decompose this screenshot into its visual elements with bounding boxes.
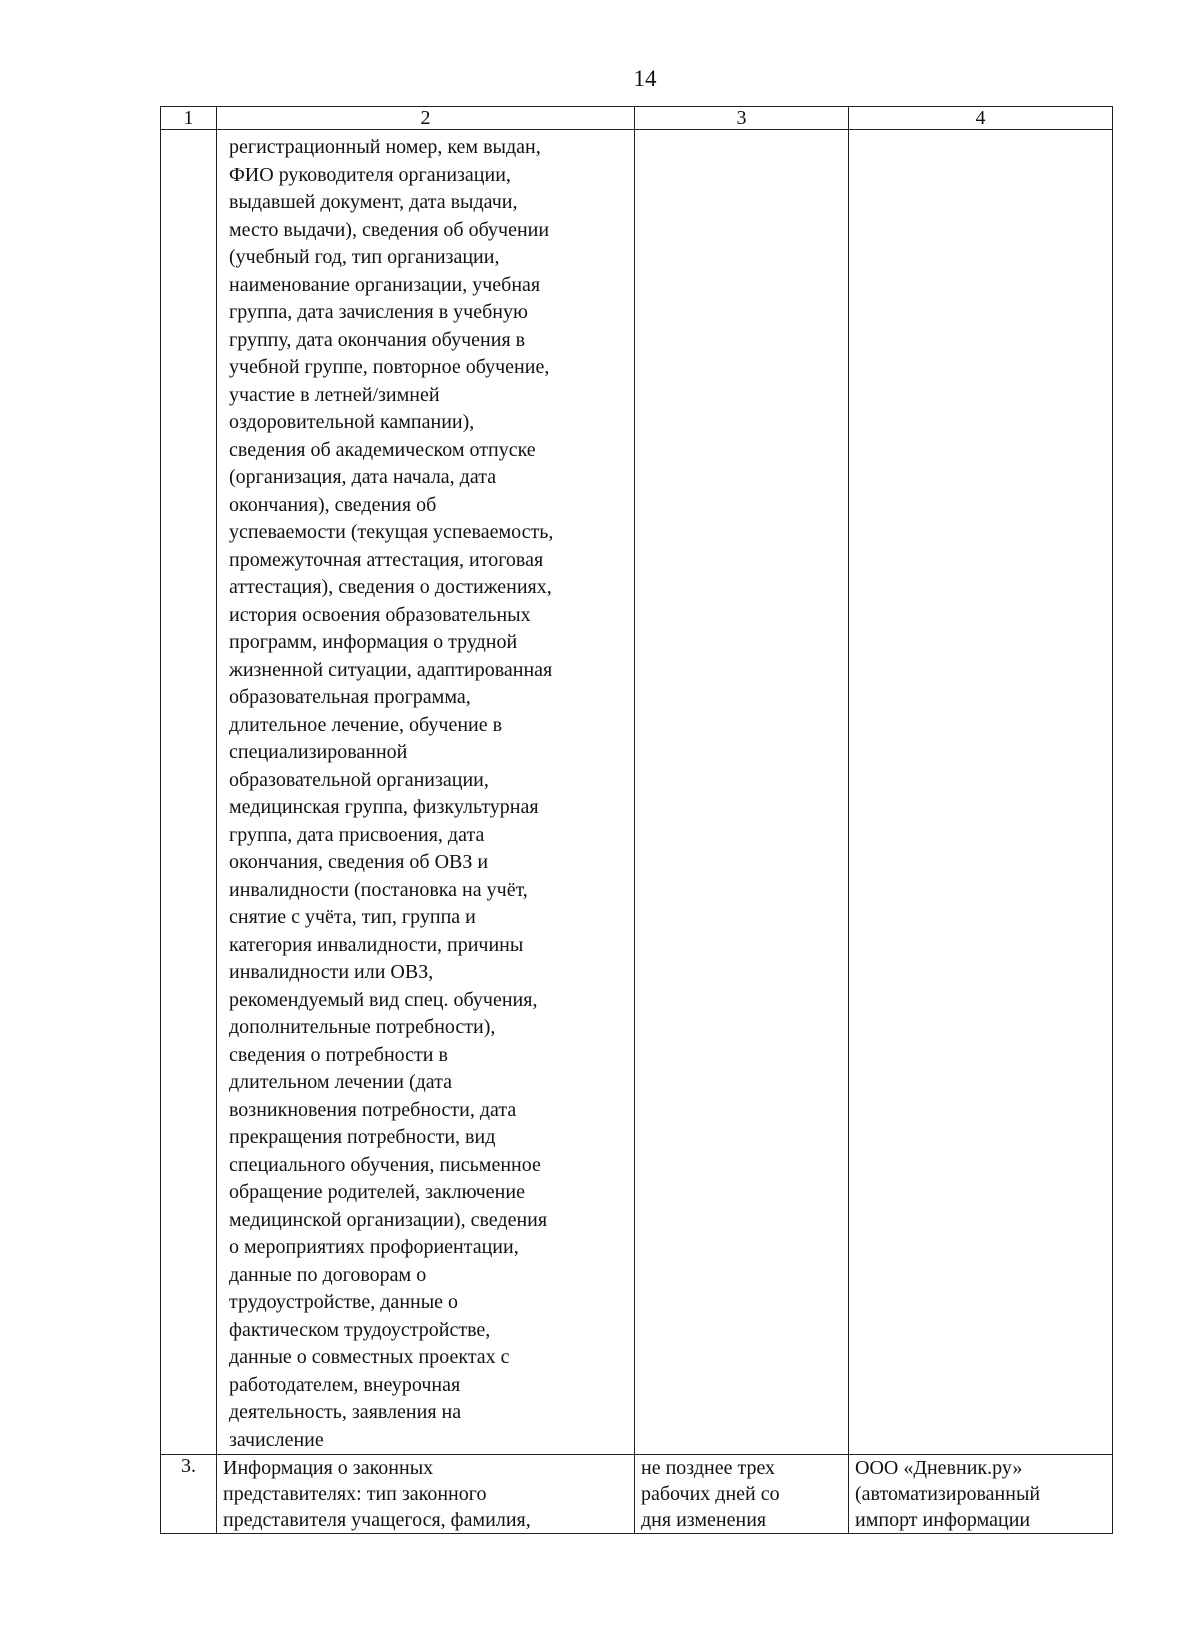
header-cell-3: 3 — [635, 107, 849, 130]
text-line: представителя учащегося, фамилия, — [223, 1509, 531, 1531]
table-row-continuation — [161, 130, 1113, 1455]
text-line: история освоения образовательных — [229, 603, 531, 626]
text-line: место выдачи), сведения об обучении — [229, 218, 550, 241]
text-line: группа, дата зачисления в учебную — [229, 301, 528, 323]
table-row-3 — [161, 1455, 1113, 1534]
text-line: группа, дата присвоения, дата — [229, 823, 485, 846]
text-line: медицинской организации), сведения — [229, 1208, 548, 1231]
text-line: работодателем, внеурочная — [229, 1373, 461, 1396]
text-line: снятие с учёта, тип, группа и — [229, 906, 476, 928]
text-line: (автоматизированный — [855, 1483, 1041, 1505]
text-line: представителях: тип законного — [223, 1483, 487, 1505]
text-line: трудоустройстве, данные о — [229, 1291, 459, 1313]
text-line: инвалидности или ОВЗ, — [229, 961, 434, 983]
description-cell — [217, 1455, 635, 1534]
page-number: 14 — [633, 66, 657, 91]
text-line: окончания), сведения об — [229, 493, 437, 516]
text-line: сведения о потребности в — [229, 1043, 448, 1066]
deadline-cell — [635, 1455, 849, 1534]
text-line: длительное лечение, обучение в — [229, 713, 503, 736]
text-line: фактическом трудоустройстве, — [229, 1318, 491, 1341]
text-line: специального обучения, письменное — [229, 1153, 541, 1176]
text-line: возникновения потребности, дата — [229, 1098, 517, 1121]
text-line: данные по договорам о — [229, 1263, 427, 1286]
text-line: рабочих дней со — [641, 1483, 780, 1505]
row-number-cell — [161, 130, 217, 1455]
text-line: дня изменения — [641, 1509, 767, 1531]
text-line: ООО «Дневник.ру» — [855, 1457, 1023, 1479]
text-line: медицинская группа, физкультурная — [229, 796, 539, 818]
text-line: оздоровительной кампании), — [229, 411, 475, 433]
text-line: сведения об академическом отпуске — [229, 438, 536, 461]
text-line: дополнительные потребности), — [229, 1016, 496, 1038]
text-line: образовательная программа, — [229, 686, 471, 708]
text-line: зачисление — [229, 1428, 324, 1451]
deadline-cell — [635, 130, 849, 1455]
table-header-row — [161, 107, 1113, 130]
text-line: категория инвалидности, причины — [229, 933, 524, 956]
text-line: Информация о законных — [223, 1457, 434, 1479]
text-line: окончания, сведения об ОВЗ и — [229, 851, 489, 873]
text-line: участие в летней/зимней — [229, 383, 440, 406]
text-line: инвалидности (постановка на учёт, — [229, 878, 528, 901]
header-cell-4: 4 — [849, 107, 1113, 130]
text-line: деятельность, заявления на — [229, 1401, 462, 1423]
text-line: (организация, дата начала, дата — [229, 466, 497, 488]
text-line: учебной группе, повторное обучение, — [229, 356, 550, 378]
text-line: успеваемости (текущая успеваемость, — [229, 521, 554, 543]
text-line: аттестация), сведения о достижениях, — [229, 576, 552, 598]
header-cell-1: 1 — [161, 107, 217, 130]
text-line: прекращения потребности, вид — [229, 1126, 496, 1148]
text-line: (учебный год, тип организации, — [229, 246, 500, 268]
text-line: рекомендуемый вид спец. обучения, — [229, 988, 538, 1011]
text-line: обращение родителей, заключение — [229, 1181, 525, 1203]
row-number-cell: 3. — [161, 1455, 217, 1534]
text-line: специализированной — [229, 741, 408, 763]
text-line: данные о совместных проектах с — [229, 1346, 510, 1368]
text-line: регистрационный номер, кем выдан, — [229, 136, 541, 158]
text-line: импорт информации — [855, 1509, 1031, 1531]
text-line: группу, дата окончания обучения в — [229, 328, 526, 351]
text-line: наименование организации, учебная — [229, 273, 541, 296]
provider-cell — [849, 1455, 1113, 1534]
header-cell-2: 2 — [217, 107, 635, 130]
data-table — [160, 106, 1113, 1534]
text-line: жизненной ситуации, адаптированная — [229, 658, 553, 681]
text-line: промежуточная аттестация, итоговая — [229, 548, 544, 571]
text-line: ФИО руководителя организации, — [229, 163, 511, 186]
provider-cell — [849, 130, 1113, 1455]
text-line: длительном лечении (дата — [229, 1071, 453, 1093]
text-line: выдавшей документ, дата выдачи, — [229, 191, 518, 213]
text-line: образовательной организации, — [229, 768, 489, 791]
description-cell — [217, 130, 635, 1455]
text-line: о мероприятиях профориентации, — [229, 1236, 519, 1258]
text-line: не позднее трех — [641, 1457, 776, 1479]
text-line: программ, информация о трудной — [229, 631, 518, 653]
